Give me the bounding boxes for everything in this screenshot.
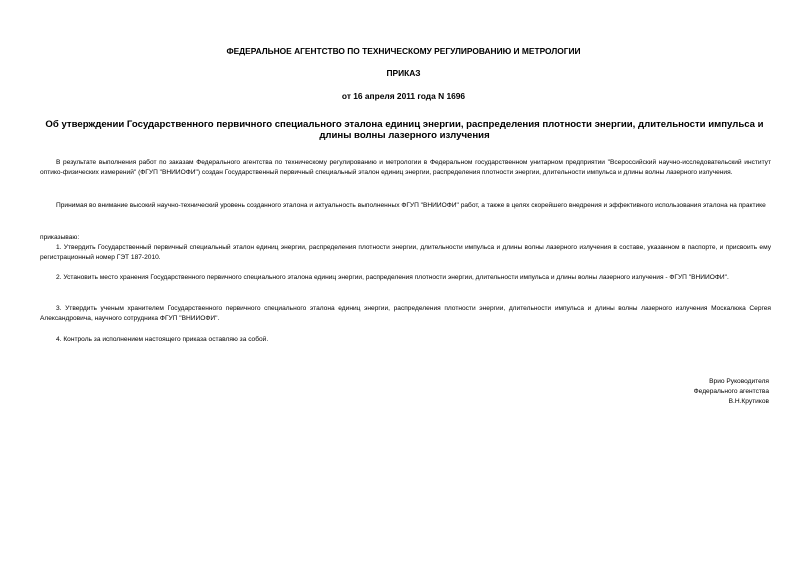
signature-name: В.Н.Крутиков xyxy=(728,398,769,405)
paragraph-considering: Принимая во внимание высокий научно-технический уровень созданного эталона и актуальность выполненных ФГУП "ВНИИОФИ" работ, а также в целях скорейшего внедрения и эффективного использования эталона на практике xyxy=(56,202,766,209)
document-title: Об утверждении Государственного первичного специального эталона единиц энергии, распределения плотности энергии, длительности импульса и длины волны лазерного излучения xyxy=(45,119,764,141)
document-date: от 16 апреля 2011 года N 1696 xyxy=(341,91,466,101)
order-item-3: 3. Утвердить ученым хранителем Государственного первичного специального эталона единиц энергии, распределения плотности энергии, длительности импульса и длины волны лазерного излучения Москалюка Сергея Александровича, научного сотрудника ФГУП "ВНИИОФИ". xyxy=(40,305,771,322)
agency-name: ФЕДЕРАЛЬНОЕ АГЕНТСТВО ПО ТЕХНИЧЕСКОМУ РЕГУЛИРОВАНИЮ И МЕТРОЛОГИИ xyxy=(226,46,581,56)
order-item-1: 1. Утвердить Государственный первичный специальный эталон единиц энергии, распределения плотности энергии, длительности импульса и длины волны лазерного излучения в составе, указанном в паспорте, и присвоить ему регистрационный номер ГЭТ 187-2010. xyxy=(40,244,771,261)
signature-block xyxy=(694,377,769,407)
order-item-2: 2. Установить место хранения Государственного первичного специального эталона единиц энергии, распределения плотности энергии, длительности импульса и длины волны лазерного излучения - ФГУП "ВНИИОФИ". xyxy=(56,274,729,281)
paragraph-intro: В результате выполнения работ по заказам Федерального агентства по техническому регулированию и метрологии в Федеральном государственном унитарном предприятии "Всероссийский научно-исследовательский институт оптико-физических измерений" (ФГУП "ВНИИОФИ") создан Государственный первичный специальный эталон единиц энергии, распределения плотности энергии, длительности импульса и длины волны лазерного излучения. xyxy=(40,159,771,176)
order-label: приказываю: xyxy=(40,234,80,241)
signature-position: Врио Руководителя xyxy=(709,378,769,385)
document-type: ПРИКАЗ xyxy=(386,68,421,78)
order-item-4: 4. Контроль за исполнением настоящего приказа оставляю за собой. xyxy=(56,336,269,343)
signature-agency: Федерального агентства xyxy=(693,388,769,395)
